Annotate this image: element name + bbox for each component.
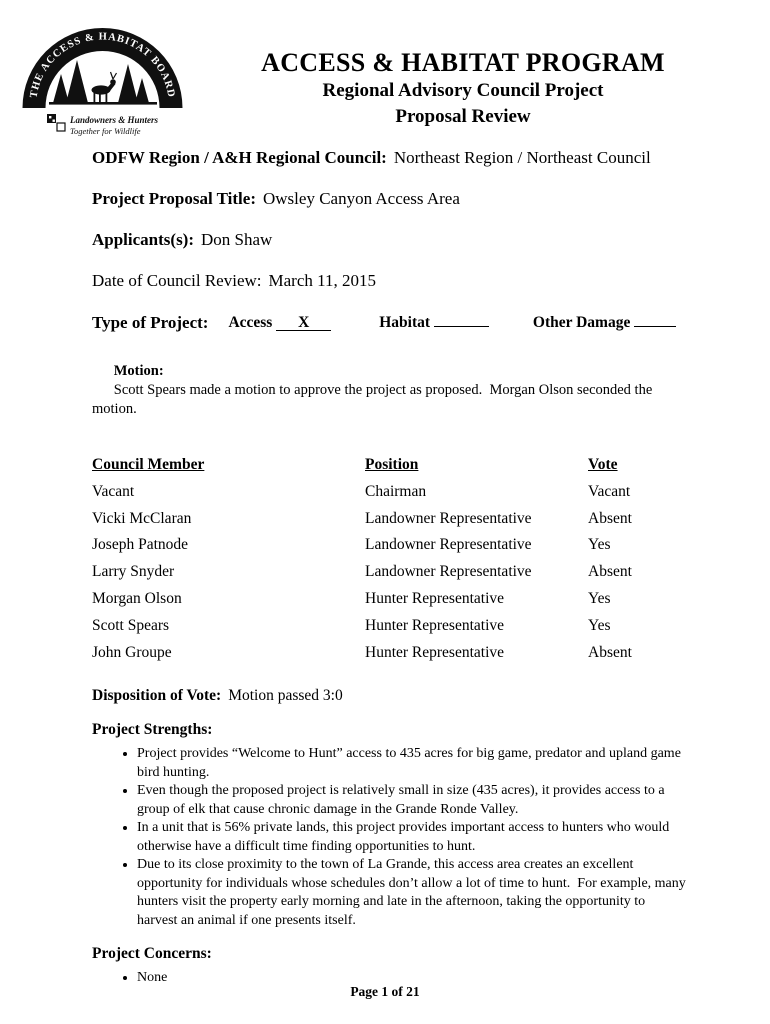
disposition-label: Disposition of Vote: [92,687,222,705]
document-header [185,0,741,130]
strength-item: • Project provides “Welcome to Hunt” access to 435 acres for big game, predator and upland game bird hunting. [137,745,686,782]
field-applicants [92,230,686,250]
table-cell-member: Scott Spears [92,616,170,634]
table-cell-position: Hunter Representative [365,643,505,661]
page-number: Page 1 of 21 [350,984,420,999]
table-cell-vote: Vacant [588,482,631,500]
document-subtitle-line2: Proposal Review [395,106,531,127]
field-applicants-value: Don Shaw [201,230,273,249]
concern-item: • None [137,969,686,988]
motion-label: Motion: [113,363,164,379]
table-cell-member: Vicki McClaran [92,509,192,527]
table-cell-position: Landowner Representative [365,509,532,527]
vote-table [92,454,686,668]
logo-tagline-2: Together for Wildlife [70,126,141,136]
document-title: ACCESS & HABITAT PROGRAM [261,48,665,77]
type-option-access-blank: X [276,315,331,331]
type-option-access [228,312,331,334]
document-body [0,130,770,988]
type-option-habitat [379,312,489,334]
strengths-heading: Project Strengths: [92,721,213,739]
table-cell-vote: Absent [588,509,632,527]
field-region-label: ODFW Region / A&H Regional Council: [92,148,387,167]
motion-text: Scott Spears made a motion to approve the project as proposed. Morgan Olson seconded the motion. [92,382,656,417]
vote-table-header-vote: Vote [588,456,618,473]
table-cell-position: Landowner Representative [365,563,532,581]
type-option-other-damage-blank [634,326,676,327]
table-cell-position: Landowner Representative [365,536,532,554]
type-option-other-damage-label: Other Damage [532,314,631,331]
logo-checker-squares [47,114,65,131]
type-option-other-damage [533,312,676,334]
field-region-value: Northeast Region / Northeast Council [393,148,651,167]
field-proposal-title-value: Owsley Canyon Access Area [263,189,460,208]
disposition-line [92,686,686,706]
field-applicants-label: Applicants(s): [92,230,195,249]
strength-item: • In a unit that is 56% private lands, this project provides important access to hunters who would otherwise have a difficult time finding opportunities to hunt. [137,819,686,856]
type-option-habitat-label: Habitat [379,314,431,331]
document-subtitle-line1: Regional Advisory Council Project [322,80,604,101]
motion-paragraph [92,343,686,438]
table-cell-position: Chairman [365,482,427,500]
type-option-access-label: Access [228,314,273,331]
logo-tagline-1: Landowners & Hunters [70,115,159,125]
table-cell-position: Hunter Representative [365,616,505,634]
table-cell-vote: Absent [588,643,632,661]
table-cell-member: Joseph Patnode [92,536,189,554]
type-of-project-label: Type of Project: [92,313,209,332]
field-review-date-label: Date of Council Review: [92,271,262,290]
vote-table-header-position: Position [365,456,419,473]
table-cell-member: Vacant [92,482,135,500]
disposition-value: Motion passed 3:0 [228,687,343,705]
field-proposal-title [92,189,686,209]
table-cell-vote: Yes [588,616,611,634]
field-region [92,148,686,168]
table-cell-member: Larry Snyder [92,563,175,581]
program-logo [20,24,185,138]
strengths-list [92,745,690,930]
field-review-date-value: March 11, 2015 [268,271,376,290]
type-of-project-line [92,312,686,334]
table-cell-vote: Yes [588,589,611,607]
logo-graphic [20,24,185,138]
strength-item: • Even though the proposed project is relatively small in size (435 acres), it provides access to a group of elk that cause chronic damage in the Grande Ronde Valley. [137,782,686,819]
table-cell-member: John Groupe [92,643,172,661]
concerns-heading: Project Concerns: [92,945,212,963]
table-cell-vote: Yes [588,536,611,554]
table-cell-position: Hunter Representative [365,589,505,607]
field-proposal-title-label: Project Proposal Title: [92,189,256,208]
logo-arc-text: THE ACCESS & HABITAT BOARD [28,31,177,99]
table-cell-member: Morgan Olson [92,589,182,607]
deer-icon [92,72,117,102]
type-option-habitat-blank [434,326,489,327]
logo-forest-scene [49,60,157,105]
vote-table-header-member: Council Member [92,456,205,473]
field-review-date [92,271,686,291]
table-cell-vote: Absent [588,563,632,581]
strength-item: • Due to its close proximity to the town of La Grande, this access area creates an excellent opportunity for individuals whose schedules don’t allow a lot of time to hunt. For example, many hunters visit the property early morning and late in the afternoon, taking the opportunity to harvest an animal if one presents itself. [137,856,686,930]
